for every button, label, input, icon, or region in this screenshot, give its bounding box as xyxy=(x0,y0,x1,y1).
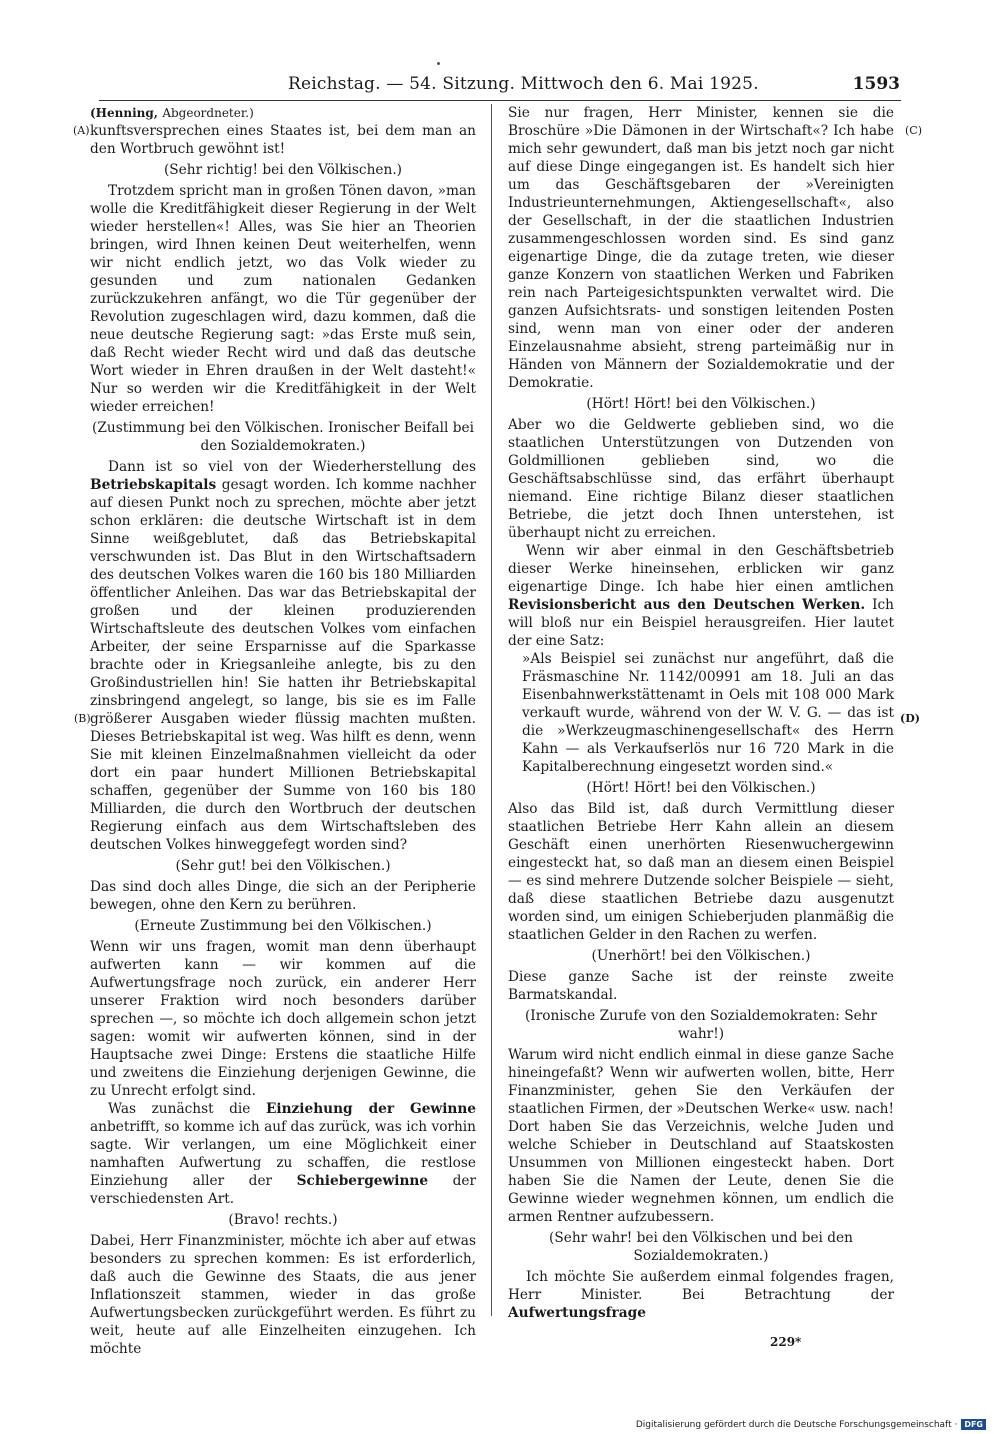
interjection: (Ironische Zurufe von den Sozialdemokraten: Sehr wahr!) xyxy=(524,1008,878,1042)
margin-marker-c: (C) xyxy=(905,124,922,137)
right-column xyxy=(508,104,894,1322)
footer-text: Digitalisierung gefördert durch die Deutsche Forschungsgemeinschaft · xyxy=(635,1419,958,1430)
paragraph: Trotzdem spricht man in großen Tönen davon, »man wolle die Kreditfähigkeit dieser Regierung in der Welt wieder herstellen«! Alles, was Sie hier an Theorien bringen, wird Ihnen keinen Deut weiterhelfen, wenn wir nicht endlich jetzt, wo das Volk wieder zu gesunden und zum nationalen Gedanken zurückzukehren anfängt, wo die Tür gegenüber der Revolution zugeschlagen wird, dazu kommen, daß die neue deutsche Regierung sagt: »das Erste muß sein, daß Recht wieder Recht wird und daß das deutsche Wort wieder in Ehren draußen in der Welt dasteht!« Nur so werden wir die Kreditfähigkeit in der Welt wieder erreichen! xyxy=(90,183,476,415)
interjection: (Sehr gut! bei den Völkischen.) xyxy=(175,858,391,874)
emphasis-term: Schiebergewinne xyxy=(296,1173,429,1189)
margin-marker-a: (A) xyxy=(73,124,90,137)
interjection: (Sehr wahr! bei den Völkischen und bei den Sozialdemokraten.) xyxy=(549,1230,853,1264)
speaker-line xyxy=(90,104,476,122)
emphasis-term: Einziehung der Gewinne xyxy=(265,1101,477,1117)
text-run: Was zunächst die xyxy=(108,1101,251,1117)
page-number: 1593 xyxy=(852,74,900,94)
text-run: der verschiedensten Art. xyxy=(90,1173,477,1207)
header-rule xyxy=(99,100,901,101)
interjection: (Hört! Hört! bei den Völkischen.) xyxy=(586,396,816,412)
paragraph: Aber wo die Geldwerte geblieben sind, wo die staatlichen Unterstützungen von Dutzenden von Goldmillionen geblieben sind, wo die Geschäftsabschlüsse sind, das erfährt überhaupt niemand. Eine richtige Bilanz dieser staatlichen Betriebe, die jetzt doch Ihnen unterstehen, ist überhaupt nicht zu erreichen. xyxy=(508,417,894,541)
paragraph xyxy=(90,1100,476,1208)
paragraph xyxy=(508,1268,894,1322)
paragraph: kunftsversprechen eines Staates ist, bei dem man an den Wortbruch gewöhnt ist! xyxy=(90,123,476,157)
margin-marker-d: (D) xyxy=(900,712,920,725)
text-run: anbetrifft, so komme ich auf das zurück, was ich vorhin sagte. Wir verlangen, um eine Möglichkeit einer namhaften Aufwertung zu schaffen, die restlose Einziehung aller der xyxy=(90,1119,476,1189)
paragraph xyxy=(508,542,894,650)
emphasis-term: Betriebskapitals xyxy=(90,477,217,493)
paragraph: Das sind doch alles Dinge, die sich an der Peripherie bewegen, ohne den Kern zu berühren. xyxy=(90,879,476,913)
speaker-role: Abgeordneter.) xyxy=(162,106,254,120)
interjection: (Bravo! rechts.) xyxy=(228,1212,338,1228)
paragraph: Also das Bild ist, daß durch Vermittlung dieser staatlichen Betriebe Herr Kahn allein an diesem Geschäft einen unerhörten Riesenwuchergewinn eingesteckt hat, so daß man an diesem einen Beispiel — es sind mehrere Dutzende solcher Beispiele — sieht, daß diese staatlichen Betriebe dazu ausgenutzt worden sind, um einigen Schieberjuden planmäßig die staatlichen Gelder in den Rachen zu werfen. xyxy=(508,801,894,943)
interjection: (Erneute Zustimmung bei den Völkischen.) xyxy=(134,918,432,934)
column-divider xyxy=(491,104,492,1316)
interjection: (Sehr richtig! bei den Völkischen.) xyxy=(163,162,403,178)
interjection: (Unerhört! bei den Völkischen.) xyxy=(591,948,811,964)
paragraph: Diese ganze Sache ist der reinste zweite Barmatskandal. xyxy=(508,969,894,1003)
text-run: Dann ist so viel von der Wiederherstellung des xyxy=(108,459,476,475)
quotation: »Als Beispiel sei zunächst nur angeführt, daß die Fräsmaschine Nr. 1142/00991 am 18. Juli an das Eisenbahnwerkstättenamt in Oels mit 108 000 Mark verkauft wurde, während von der W. V. G. — das ist die »Werkzeugmaschinengesellschaft« des Herrn Kahn — als Verkaufserlös nur 16 720 Mark in die Kapitalberechnung eingesetzt worden sind.« xyxy=(522,651,894,775)
text-run: Ich will bloß nur ein Beispiel herausgreifen. Hier lautet der eine Satz: xyxy=(508,597,894,649)
emphasis-term: Revisionsbericht aus den Deutschen Werken. xyxy=(508,597,866,613)
footer-credit xyxy=(636,1419,986,1430)
paragraph xyxy=(90,458,476,854)
paragraph: Warum wird nicht endlich einmal in diese ganze Sache hineingefaßt? Wenn wir aufwerten wollen, bitte, Herr Finanzminister, gehen Sie den Verkäufen der staatlichen Firmen, der »Deutschen Werke« usw. nach! Dort haben Sie das Verzeichnis, welche Juden und welche Schieber in Deutschland auf Staatskosten Unsummen von Millionen eingesteckt haben. Dort haben Sie die Namen der Leute, denen Sie die Gewinne wieder wegnehmen können, um endlich die armen Rentner aufzubessern. xyxy=(508,1047,894,1225)
emphasis-term: Aufwertungsfrage xyxy=(508,1305,646,1321)
sheet-signature: 229* xyxy=(770,1335,802,1349)
speaker-name: (Henning, xyxy=(90,106,158,120)
page-header xyxy=(280,74,900,98)
left-column xyxy=(90,104,476,1358)
paragraph: Wenn wir uns fragen, womit man denn überhaupt aufwerten kann — wir kommen auf die Aufwertungsfrage noch zurück, ein anderer Herr unserer Fraktion wird noch besonders darüber sprechen —, so möchte ich doch allgemein schon jetzt sagen: womit wir aufwerten können, sind in der Hauptsache zwei Dinge: Erstens die staatliche Hilfe und zweitens die Einziehung derjenigen Gewinne, die zu Unrecht erfolgt sind. xyxy=(90,939,476,1099)
paragraph: Sie nur fragen, Herr Minister, kennen sie die Broschüre »Die Dämonen in der Wirtschaft«? Ich habe mich sehr gewundert, daß man bis jetzt noch gar nicht auf diese Dinge eingegangen ist. Es handelt sich hier um das Geschäftsgebaren der »Vereinigten Industrieunternehmungen, Aktiengesellschaft«, also der Gesellschaft, in der die staatlichen Industrien zusammengeschlossen worden sind. Es sind ganz eigenartige Dinge, die da zutage treten, wie dieser ganze Konzern von staatlichen Werken und Fabriken rein nach Parteigesichtspunkten verwaltet wird. Die ganzen Aufsichtsrats- und sonstigen leitenden Posten sind, wenn man von einer oder der anderen Einzelausnahme absieht, streng parteimäßig nur in Händen von Männern der Sozialdemokratie und der Demokratie. xyxy=(508,105,894,391)
running-title: Reichstag. — 54. Sitzung. Mittwoch den 6. Mai 1925. xyxy=(288,74,759,94)
text-run: gesagt worden. Ich komme nachher auf diesen Punkt noch zu sprechen, möchte aber jetzt schon erklären: die deutsche Wirtschaft ist in dem Sinne weißgeblutet, daß das Betriebskapital verschwunden ist. Das Blut in den Wirtschaftsadern des deutschen Volkes waren die 160 bis 180 Milliarden öffentlicher Anleihen. Das war das Betriebskapital der großen und der kleinen produzierenden Wirtschaftsleute des deutschen Volkes vom einfachen Arbeiter, der seine Ersparnisse auf die Sparkasse brachte oder in Kriegsanleihe anlegte, bis zu den Großindustriellen hin! Sie hatten ihr Betriebskapital zinsbringend angelegt, so lange, bis sie es im Falle größerer Ausgaben wieder flüssig machten mußten. Dieses Betriebskapital ist weg. Was hilft es denn, wenn Sie mit kleinen Einzelmaßnahmen vielleicht da oder dort ein paar hundert Millionen Betriebskapital schaffen, gegenüber der Summe von 160 bis 180 Milliarden, die durch den Wortbruch der deutschen Regierung einfach aus dem Wirtschaftsleben des deutschen Volkes hinweggefegt worden sind? xyxy=(90,477,476,853)
paragraph: Dabei, Herr Finanzminister, möchte ich aber auf etwas besonders zu sprechen kommen: Es ist erforderlich, daß auch die Gewinne des Staats, die aus jener Inflationszeit stammen, wieder in das große Aufwertungsbecken zurückgeführt werden. Es führt zu weit, heute auf alle Einzelheiten einzugehen. Ich möchte xyxy=(90,1233,476,1357)
margin-marker-b: (B) xyxy=(74,712,91,725)
interjection: (Zustimmung bei den Völkischen. Ironischer Beifall bei den Sozialdemokraten.) xyxy=(92,420,474,454)
interjection: (Hört! Hört! bei den Völkischen.) xyxy=(586,780,816,796)
print-speck xyxy=(437,62,440,65)
dfg-logo: DFG xyxy=(961,1419,986,1430)
text-run: Wenn wir aber einmal in den Geschäftsbetrieb dieser Werke hineinsehen, erblicken wir ganz eigenartige Dinge. Ich habe hier einen amtlichen xyxy=(508,543,894,595)
text-run: Ich möchte Sie außerdem einmal folgendes fragen, Herr Minister. Bei Betrachtung der xyxy=(508,1269,894,1303)
